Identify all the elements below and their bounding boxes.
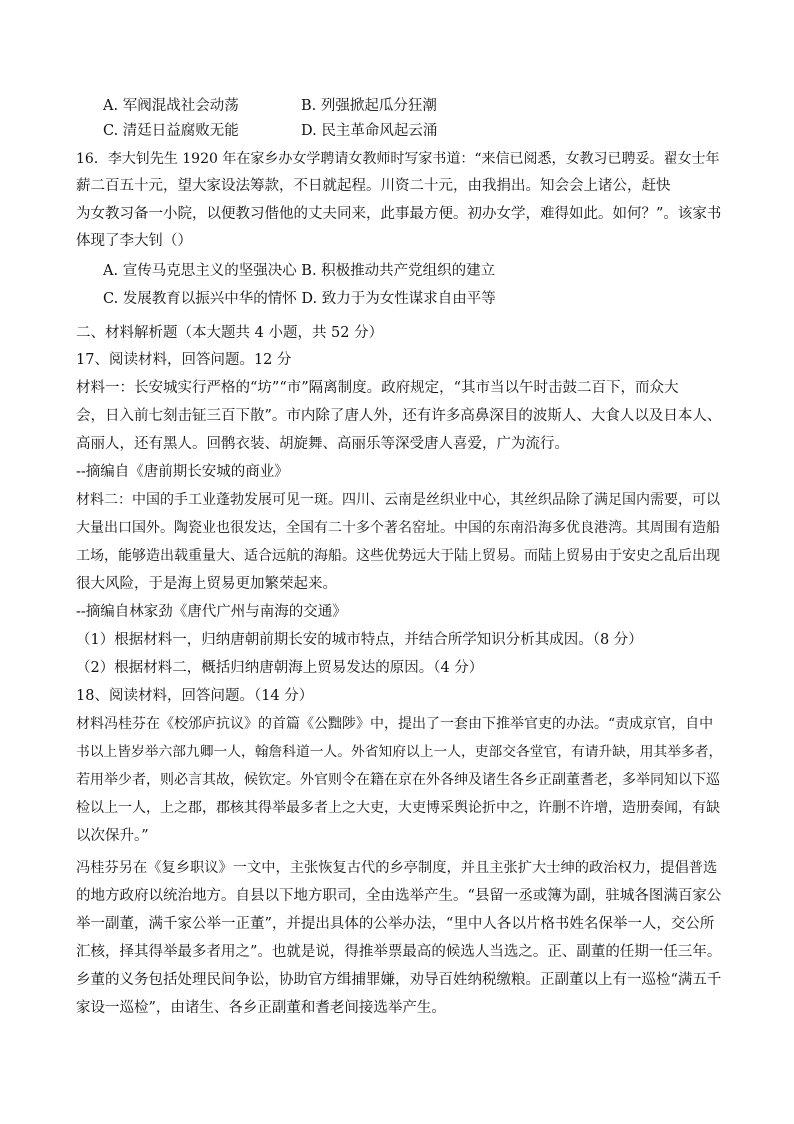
q18-material-p1-line-5: 以次保升。” [76, 828, 149, 844]
q18-material-p2-line-6: 家设一巡检”，由诸生、各乡正副董和耆老间接选举产生。 [76, 1000, 446, 1016]
q18-title: 18、阅读材料，回答问题。（14 分） [76, 688, 314, 704]
section-2-heading: 二、材料解析题（本大题共 4 小题，共 52 分） [76, 325, 384, 341]
q15-option-c: C. 清廷日益腐败无能 [103, 123, 239, 139]
q15-option-a: A. 军阀混战社会动荡 [103, 98, 239, 114]
q15-option-d: D. 民主革命风起云涌 [301, 123, 438, 139]
q17-material-2-line-3: 工场，能够造出载重量大、适合远航的海船。这些优势远大于陆上贸易。而陆上贸易由于安史之乱后出现 [76, 548, 720, 564]
q18-material-p2-line-3: 举一副董，满千家公举一正董”，并提出具体的公举办法，“里中人各以片格书姓名保举一人，交公所 [76, 916, 715, 932]
q18-material-p1-line-4: 检以上一人，上之郡，郡核其得举最多者上之大吏，大吏博采舆论折中之，许删不许增，造册奏闻，有缺 [76, 800, 720, 816]
q16-stem-line-2: 薪二百五十元，望大家设法筹款，不日就起程。川资二十元，由我捐出。知会会上诸公，赶快 [76, 178, 671, 194]
q15-option-b: B. 列强掀起瓜分狂潮 [301, 98, 437, 114]
q17-material-1-line-3: 高丽人，还有黑人。回鹘衣装、胡旋舞、高丽乐等深受唐人喜爱，广为流行。 [76, 436, 569, 452]
q18-material-p2-line-1: 冯桂芬另在《复乡职议》一文中，主张恢复古代的乡亭制度，并且主张扩大士绅的政治权力，提倡普选 [76, 860, 718, 876]
q16-stem-line-4: 体现了李大钊（） [76, 233, 192, 249]
q18-material-p1-line-1: 材料冯桂芬在《校邠庐抗议》的首篇《公黜陟》中，提出了一套由下推举官吏的办法。“责成京官，自中 [76, 716, 714, 732]
q16-stem-line-1: 16．李大钊先生 1920 年在家乡办女学聘请女教师时写家书道：“来信已阅悉，女教习已聘妥。翟女士年 [76, 151, 720, 167]
q17-material-1-line-2: 会，日入前七刻击钲三百下散”。市内除了唐人外，还有许多高鼻深目的波斯人、大食人以及日本人、 [76, 408, 722, 424]
q17-material-2-line-1: 材料二：中国的手工业蓬勃发展可见一斑。四川、云南是丝织业中心，其丝织品除了满足国内需要，可以 [76, 492, 720, 508]
q18-material-p2-line-4: 汇核，择其得举最多者用之”。也就是说，得推举票最高的候选人当选之。正、副董的任期一任三年。 [76, 944, 722, 960]
q17-material-1-line-1: 材料一：长安城实行严格的“坊”“市”隔离制度。政府规定，“其市当以午时击鼓二百下，而众大 [76, 380, 679, 396]
q17-material-2-line-4: 很大风险，于是海上贸易更加繁荣起来。 [76, 576, 337, 592]
q16-stem-line-3: 为女教习备一小院，以便教习偕他的丈夫同来，此事最方便。初办女学，难得如此。如何？”。该家书 [76, 206, 722, 222]
q17-material-2-source: --摘编自林家劲《唐代广州与南海的交通》 [76, 604, 347, 620]
q16-options-ab: A. 宣传马克思主义的坚强决心 B. 积极推动共产党组织的建立 [103, 263, 496, 279]
q18-material-p1-line-2: 书以上皆岁举六部九卿一人，翰詹科道一人。外省知府以上一人，吏部交各堂官，有请升缺，用其举多者， [76, 744, 723, 760]
q17-title: 17、阅读材料，回答问题。12 分 [76, 352, 292, 368]
q17-material-1-source: --摘编自《唐前期长安城的商业》 [76, 464, 289, 480]
q18-material-p1-line-3: 若用举少者，则必言其故，候钦定。外官则令在籍在京在外各绅及诸生各乡正副董耆老，多举同知以下巡 [76, 772, 720, 788]
q16-options-cd: C. 发展教育以振兴中华的情怀 D. 致力于为女性谋求自由平等 [103, 291, 496, 307]
q17-subquestion-1: （1）根据材料一，归纳唐朝前期长安的城市特点，并结合所学知识分析其成因。（8 分） [76, 632, 643, 648]
q17-subquestion-2: （2）根据材料二，概括归纳唐朝海上贸易发达的原因。（4 分） [76, 660, 484, 676]
q17-material-2-line-2: 大量出口国外。陶瓷业也很发达，全国有二十多个著名窑址。中国的东南沿海多优良港湾。其周围有造船 [76, 520, 720, 536]
q18-material-p2-line-2: 的地方政府以统治地方。自县以下地方职司，全由选举产生。“县留一丞或簿为副，驻城各图满百家公 [76, 888, 722, 904]
q18-material-p2-line-5: 乡董的义务包括处理民间争讼，协助官方缉捕罪嫌，劝导百姓纳税缴粮。正副董以上有一巡检“满五千 [76, 972, 722, 988]
